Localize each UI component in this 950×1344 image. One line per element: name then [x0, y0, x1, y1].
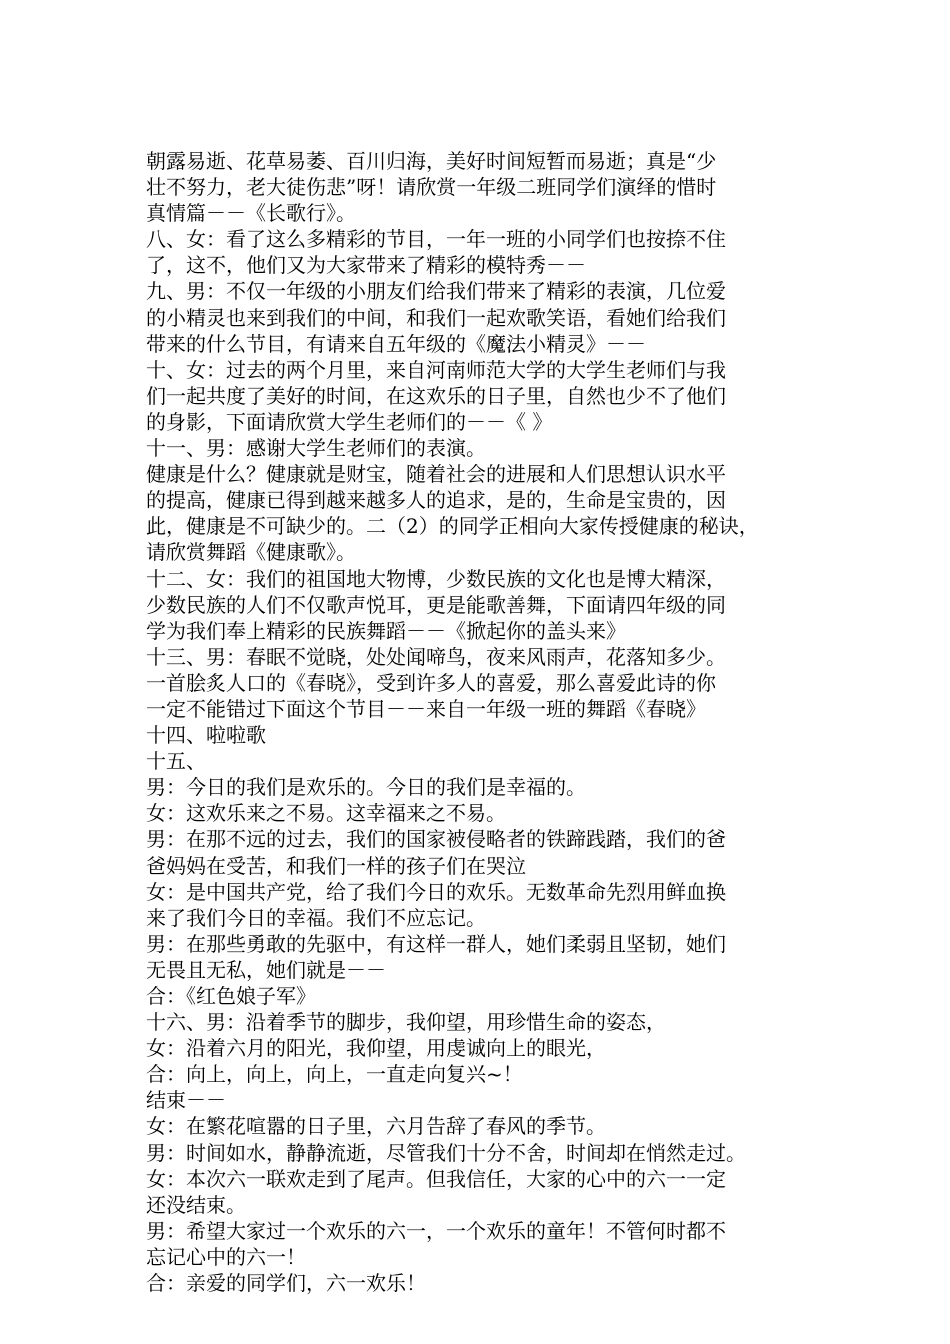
text-line: 结束－－: [146, 1088, 226, 1113]
text-line: 壮不努力，老大徒伤悲”呀！请欣赏一年级二班同学们演绎的惜时: [146, 175, 717, 200]
text-line: 男：时间如水，静静流逝，尽管我们十分不舍，时间却在悄然走过。: [146, 1140, 746, 1165]
text-line: 男：今日的我们是欢乐的。今日的我们是幸福的。: [146, 775, 586, 800]
text-line: 请欣赏舞蹈《健康歌》。: [146, 540, 356, 565]
text-line: 女：沿着六月的阳光，我仰望，用虔诚向上的眼光，: [146, 1036, 606, 1061]
text-line: 十四、啦啦歌: [146, 723, 266, 748]
text-line: 忘记心中的六一！: [146, 1244, 306, 1269]
text-line: 带来的什么节目，有请来自五年级的《魔法小精灵》－－: [146, 331, 646, 356]
text-line: 来了我们今日的幸福。我们不应忘记。: [146, 905, 486, 930]
text-line: 男：在那不远的过去，我们的国家被侵略者的铁蹄践踏，我们的爸: [146, 827, 726, 852]
text-line: 此，健康是不可缺少的。二（2）的同学正相向大家传授健康的秘诀，: [146, 514, 759, 539]
text-line: 女：在繁花喧嚣的日子里，六月告辞了春风的季节。: [146, 1114, 606, 1139]
text-line: 朝露易逝、花草易萎、百川归海，美好时间短暂而易逝；真是“少: [146, 149, 717, 173]
text-line: 了，这不，他们又为大家带来了精彩的模特秀－－: [146, 253, 586, 278]
text-line: 合：《红色娘子军》: [146, 984, 316, 1008]
text-line: 九、男：不仅一年级的小朋友们给我们带来了精彩的表演，几位爱: [146, 279, 726, 304]
text-line: 十二、女：我们的祖国地大物博，少数民族的文化也是博大精深，: [146, 566, 726, 591]
text-line: 十一、男：感谢大学生老师们的表演。: [146, 436, 486, 461]
text-line: 真情篇－－《长歌行》。: [146, 201, 356, 226]
text-line: 八、女：看了这么多精彩的节目，一年一班的小同学们也按捺不住: [146, 227, 726, 252]
text-line: 十、女：过去的两个月里，来自河南师范大学的大学生老师们与我: [146, 357, 726, 382]
text-line: 少数民族的人们不仅歌声悦耳，更是能歌善舞，下面请四年级的同: [146, 592, 726, 617]
text-line: 的提高，健康已得到越来越多人的追求，是的，生命是宝贵的，因: [146, 488, 726, 513]
text-line: 十六、男：沿着季节的脚步，我仰望，用珍惜生命的姿态，: [146, 1010, 666, 1035]
text-line: 无畏且无私，她们就是－－: [146, 957, 386, 982]
text-line: 一定不能错过下面这个节目－－来自一年级一班的舞蹈《春晓》: [146, 696, 706, 721]
text-line: 合：亲爱的同学们，六一欢乐！: [146, 1271, 426, 1296]
text-line: 十五、: [146, 749, 206, 774]
text-line: 还没结束。: [146, 1192, 246, 1217]
text-line: 女：是中国共产党，给了我们今日的欢乐。无数革命先烈用鲜血换: [146, 879, 726, 904]
text-line: 男：希望大家过一个欢乐的六一，一个欢乐的童年！不管何时都不: [146, 1218, 726, 1243]
text-line: 十三、男：春眠不觉晓，处处闻啼鸟，夜来风雨声，花落知多少。: [146, 644, 726, 669]
document-body: [146, 148, 826, 1296]
text-line: 男：在那些勇敢的先驱中，有这样一群人，她们柔弱且坚韧，她们: [146, 931, 726, 956]
text-line: 爸妈妈在受苦，和我们一样的孩子们在哭泣: [146, 853, 526, 878]
text-line: 女：这欢乐来之不易。这幸福来之不易。: [146, 801, 506, 826]
text-line: 合：向上，向上，向上，一直走向复兴~！: [146, 1062, 523, 1087]
text-line: 的身影，下面请欣赏大学生老师们的－－《 》: [146, 409, 553, 434]
text-line: 学为我们奉上精彩的民族舞蹈－－《掀起你的盖头来》: [146, 618, 626, 643]
text-line: 健康是什么？健康就是财宝，随着社会的进展和人们思想认识水平: [146, 462, 726, 487]
text-line: 一首脍炙人口的《春晓》，受到许多人的喜爱，那么喜爱此诗的你: [146, 670, 716, 695]
text-line: 们一起共度了美好的时间，在这欢乐的日子里，自然也少不了他们: [146, 383, 726, 408]
text-line: 女：本次六一联欢走到了尾声。但我信任，大家的心中的六一一定: [146, 1166, 726, 1191]
text-line: 的小精灵也来到我们的中间，和我们一起欢歌笑语，看她们给我们: [146, 305, 726, 330]
